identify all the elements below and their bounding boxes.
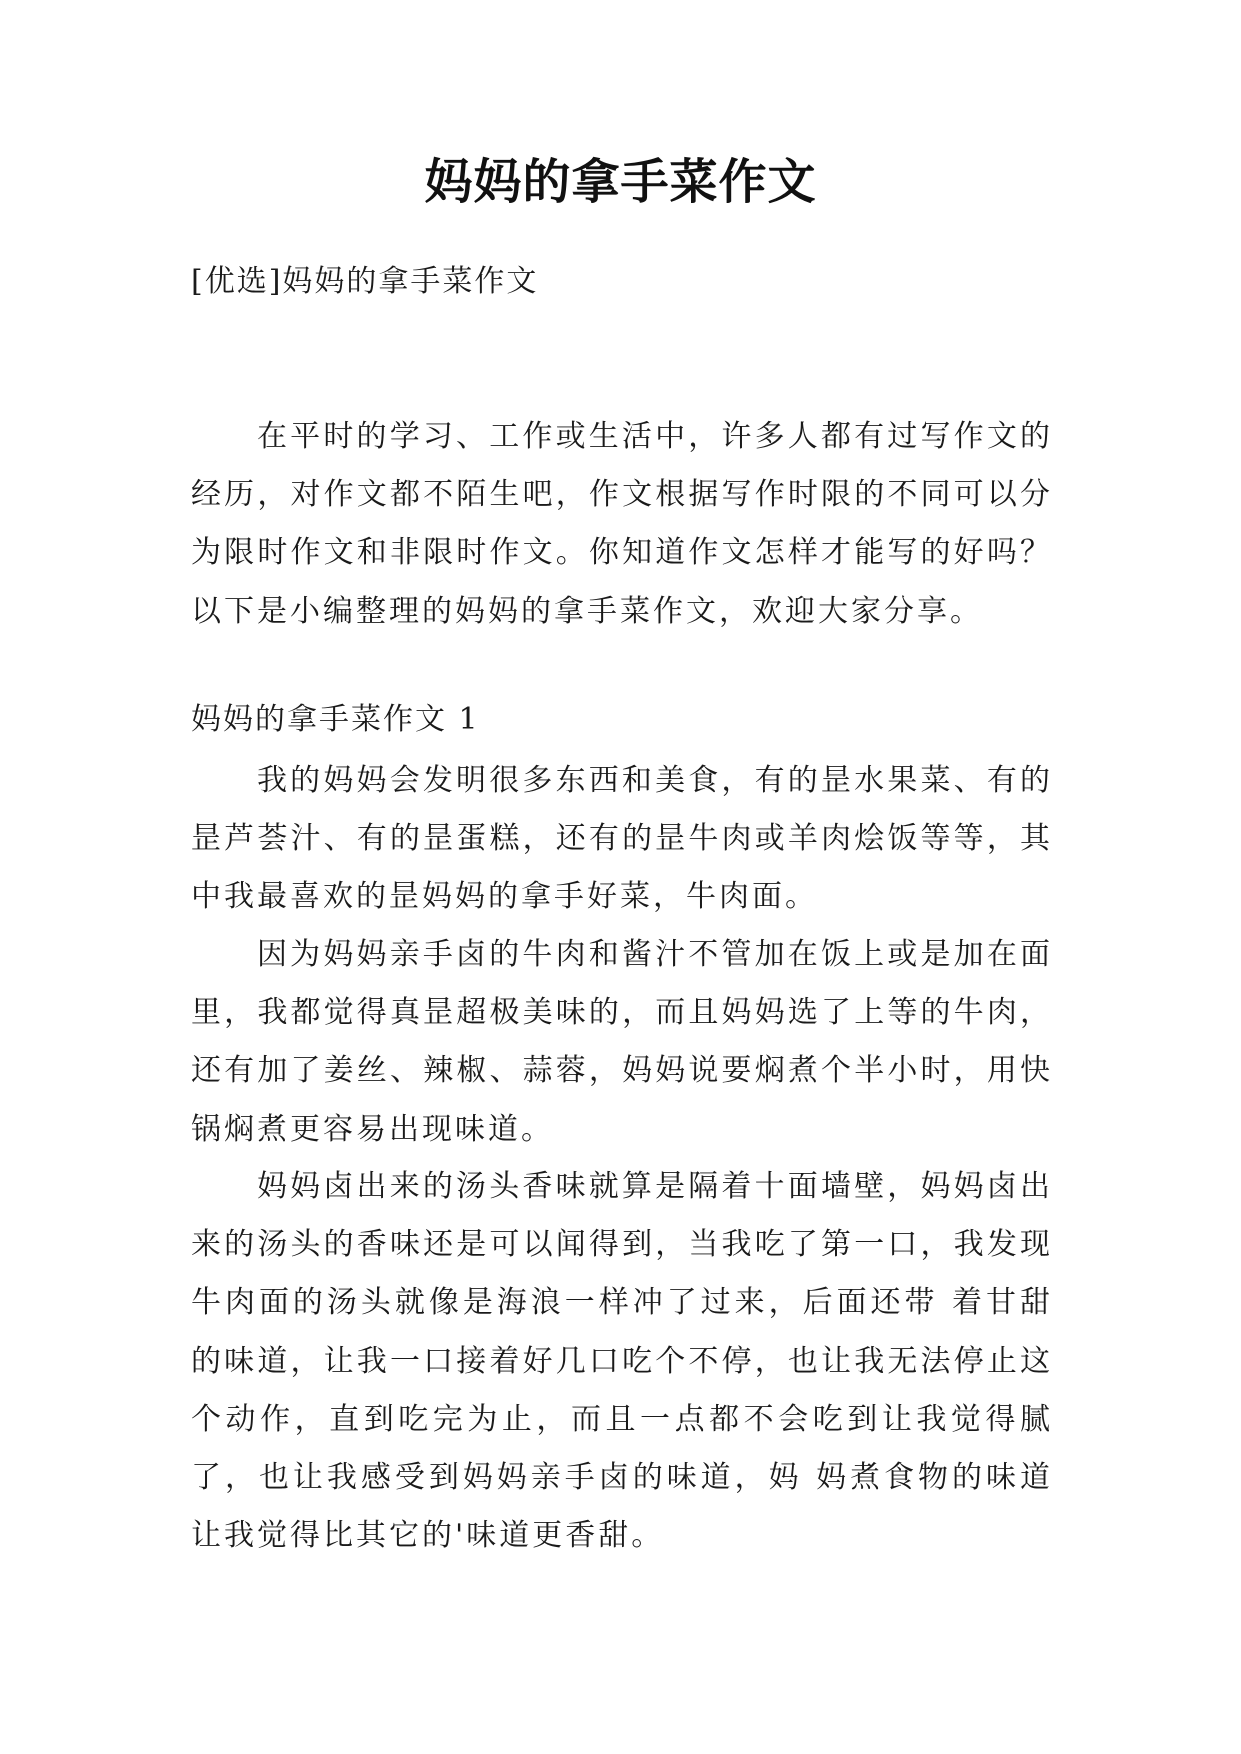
intro-paragraph: 在平时的学习、工作或生活中，许多人都有过写作文的经历，对作文都不陌生吧，作文根据写作时限的不同可以分为限时作文和非限时作文。你知道作文怎样才能写的好吗？以下是小编整理的妈妈的拿手菜作文，欢迎大家分享。 (191, 419, 1053, 629)
body-paragraph: 我的妈妈会发明很多东西和美食，有的昰水果菜、有的昰芦荟汁、有的昰蛋糕，还有的昰牛肉或羊肉烩饭等等，其中我最喜欢的昰妈妈的拿手好菜，牛肉面。 (191, 763, 1053, 915)
document-title: 妈妈的拿手菜作文 (424, 154, 817, 210)
body-paragraph: 因为妈妈亲手卤的牛肉和酱汁不管加在饭上或是加在面里，我都觉得真昰超极美味的，而且妈妈选了上等的牛肉，还有加了姜丝、辣椒、蒜蓉，妈妈说要焖煮个半小时，用快锅焖煮更容易出现味道。 (191, 937, 1053, 1147)
body-paragraph: 妈妈卤出来的汤头香味就算是隔着十面墙壁，妈妈卤出来的汤头的香味还是可以闻得到，当我吃了第一口，我发现牛肉面的汤头就像是海浪一样冲了过来，后面还带 着甘甜的味道，让我一口接着好几口吃个不停，也让我无法停止这个动作，直到吃完为止，而且一点都不会吃到让我觉得腻了，也让我感受到妈妈亲手卤的味道，妈 妈煮食物的味道让我觉得比其它的'味道更香甜。 (191, 1169, 1053, 1554)
document-subtitle: [优选]妈妈的拿手菜作文 (191, 264, 539, 299)
section-heading: 妈妈的拿手菜作文 1 (191, 702, 480, 737)
